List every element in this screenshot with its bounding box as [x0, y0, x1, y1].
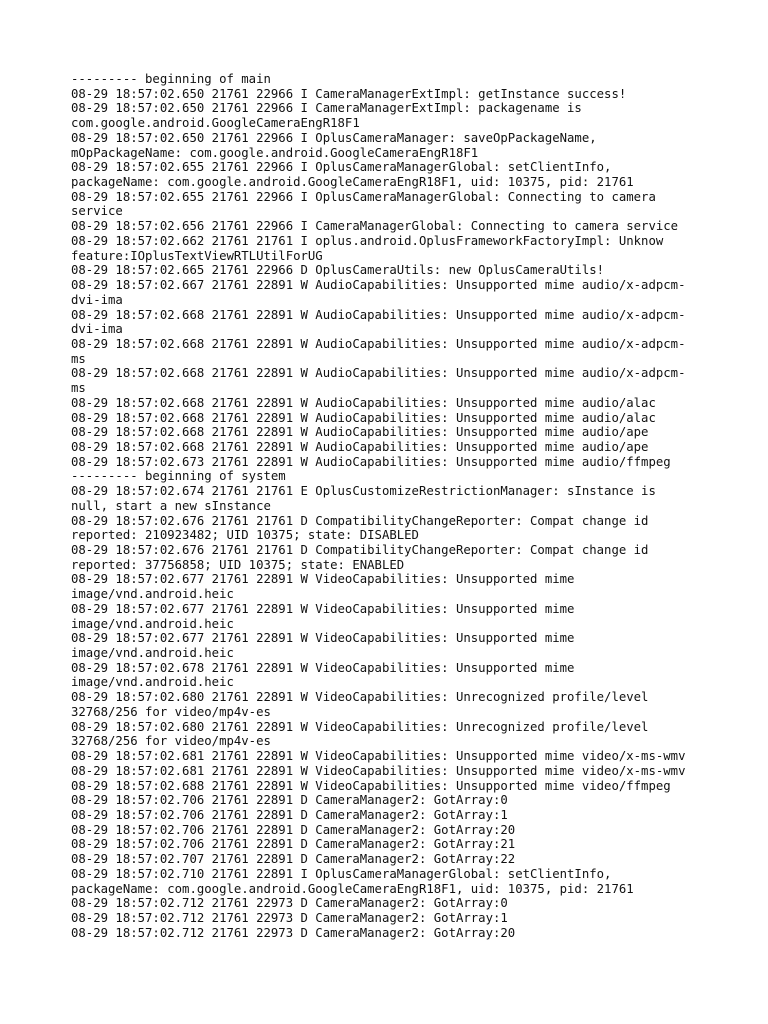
log-line: ms [71, 351, 86, 366]
log-line: 08-29 18:57:02.655 21761 22966 I OplusCameraManagerGlobal: setClientInfo, [71, 160, 612, 175]
log-line: 08-29 18:57:02.677 21761 22891 W VideoCapabilities: Unsupported mime [71, 631, 575, 646]
log-line: 08-29 18:57:02.681 21761 22891 W VideoCapabilities: Unsupported mime video/x-ms-wmv [71, 763, 686, 778]
log-line: 08-29 18:57:02.710 21761 22891 I OplusCameraManagerGlobal: setClientInfo, [71, 866, 612, 881]
log-line: 08-29 18:57:02.706 21761 22891 D CameraManager2: GotArray:1 [71, 807, 508, 822]
log-line: mOpPackageName: com.google.android.GoogleCameraEngR18F1 [71, 145, 479, 160]
log-line: 32768/256 for video/mp4v-es [71, 704, 271, 719]
log-line: 08-29 18:57:02.712 21761 22973 D CameraManager2: GotArray:0 [71, 896, 508, 911]
log-line: packageName: com.google.android.GoogleCameraEngR18F1, uid: 10375, pid: 21761 [71, 881, 634, 896]
log-line: 08-29 18:57:02.680 21761 22891 W VideoCapabilities: Unrecognized profile/level [71, 690, 649, 705]
log-line: 08-29 18:57:02.650 21761 22966 I CameraManagerExtImpl: getInstance success! [71, 86, 627, 101]
log-line: 08-29 18:57:02.668 21761 22891 W AudioCapabilities: Unsupported mime audio/x-adpcm- [71, 336, 686, 351]
log-line: 08-29 18:57:02.673 21761 22891 W AudioCapabilities: Unsupported mime audio/ffmpeg [71, 454, 671, 469]
log-line: service [71, 204, 123, 219]
log-text-block [71, 72, 711, 940]
log-line: 08-29 18:57:02.668 21761 22891 W AudioCapabilities: Unsupported mime audio/x-adpcm- [71, 307, 686, 322]
log-line: 08-29 18:57:02.668 21761 22891 W AudioCapabilities: Unsupported mime audio/alac [71, 410, 656, 425]
log-line: 08-29 18:57:02.678 21761 22891 W VideoCapabilities: Unsupported mime [71, 660, 575, 675]
log-line: 08-29 18:57:02.656 21761 22966 I CameraManagerGlobal: Connecting to camera service [71, 219, 679, 234]
log-line: 08-29 18:57:02.707 21761 22891 D CameraManager2: GotArray:22 [71, 852, 516, 867]
log-line: dvi-ima [71, 292, 123, 307]
log-line: packageName: com.google.android.GoogleCameraEngR18F1, uid: 10375, pid: 21761 [71, 175, 634, 190]
log-line: 08-29 18:57:02.712 21761 22973 D CameraManager2: GotArray:20 [71, 925, 516, 940]
log-line: 08-29 18:57:02.668 21761 22891 W AudioCapabilities: Unsupported mime audio/x-adpcm- [71, 366, 686, 381]
log-line: 08-29 18:57:02.688 21761 22891 W VideoCapabilities: Unsupported mime video/ffmpeg [71, 778, 671, 793]
log-line: 08-29 18:57:02.680 21761 22891 W VideoCapabilities: Unrecognized profile/level [71, 719, 649, 734]
log-line: 08-29 18:57:02.668 21761 22891 W AudioCapabilities: Unsupported mime audio/ape [71, 425, 649, 440]
log-line: image/vnd.android.heic [71, 616, 234, 631]
log-line: 08-29 18:57:02.676 21761 21761 D CompatibilityChangeReporter: Compat change id [71, 543, 649, 557]
log-line: 08-29 18:57:02.706 21761 22891 D CameraManager2: GotArray:0 [71, 793, 508, 808]
log-line: 08-29 18:57:02.668 21761 22891 W AudioCapabilities: Unsupported mime audio/alac [71, 395, 656, 410]
log-line: --------- beginning of system [71, 469, 286, 484]
log-line: image/vnd.android.heic [71, 587, 234, 602]
log-line: null, start a new sInstance [71, 498, 271, 513]
log-line: 08-29 18:57:02.706 21761 22891 D CameraManager2: GotArray:21 [71, 837, 516, 852]
log-line: 08-29 18:57:02.676 21761 21761 D CompatibilityChangeReporter: Compat change id [71, 513, 649, 528]
log-line: 08-29 18:57:02.712 21761 22973 D CameraManager2: GotArray:1 [71, 910, 508, 925]
log-line: 08-29 18:57:02.706 21761 22891 D CameraManager2: GotArray:20 [71, 822, 516, 837]
log-line: 08-29 18:57:02.681 21761 22891 W VideoCapabilities: Unsupported mime video/x-ms-wmv [71, 749, 686, 764]
log-line: 08-29 18:57:02.677 21761 22891 W VideoCapabilities: Unsupported mime [71, 601, 575, 616]
log-line: 32768/256 for video/mp4v-es [71, 734, 271, 749]
log-line: image/vnd.android.heic [71, 675, 234, 690]
log-line: --------- beginning of main [71, 72, 271, 86]
log-line: 08-29 18:57:02.677 21761 22891 W VideoCapabilities: Unsupported mime [71, 572, 575, 587]
log-line: 08-29 18:57:02.655 21761 22966 I OplusCameraManagerGlobal: Connecting to camera [71, 189, 656, 204]
log-line: 08-29 18:57:02.650 21761 22966 I OplusCameraManager: saveOpPackageName, [71, 130, 597, 145]
log-line: image/vnd.android.heic [71, 646, 234, 661]
log-line: feature:IOplusTextViewRTLUtilForUG [71, 248, 323, 263]
log-line: 08-29 18:57:02.662 21761 21761 I oplus.android.OplusFrameworkFactoryImpl: Unknow [71, 233, 664, 248]
log-line: ms [71, 381, 86, 396]
log-line: reported: 37756858; UID 10375; state: ENABLED [71, 557, 405, 572]
log-line: 08-29 18:57:02.668 21761 22891 W AudioCapabilities: Unsupported mime audio/ape [71, 439, 649, 454]
log-line: 08-29 18:57:02.665 21761 22966 D OplusCameraUtils: new OplusCameraUtils! [71, 263, 605, 278]
log-line: com.google.android.GoogleCameraEngR18F1 [71, 116, 360, 131]
log-line: 08-29 18:57:02.674 21761 21761 E OplusCustomizeRestrictionManager: sInstance is [71, 484, 656, 499]
log-line: dvi-ima [71, 322, 123, 337]
log-line: reported: 210923482; UID 10375; state: DISABLED [71, 528, 419, 543]
log-line: 08-29 18:57:02.667 21761 22891 W AudioCapabilities: Unsupported mime audio/x-adpcm- [71, 278, 686, 293]
log-line: 08-29 18:57:02.650 21761 22966 I CameraManagerExtImpl: packagename is [71, 101, 582, 116]
